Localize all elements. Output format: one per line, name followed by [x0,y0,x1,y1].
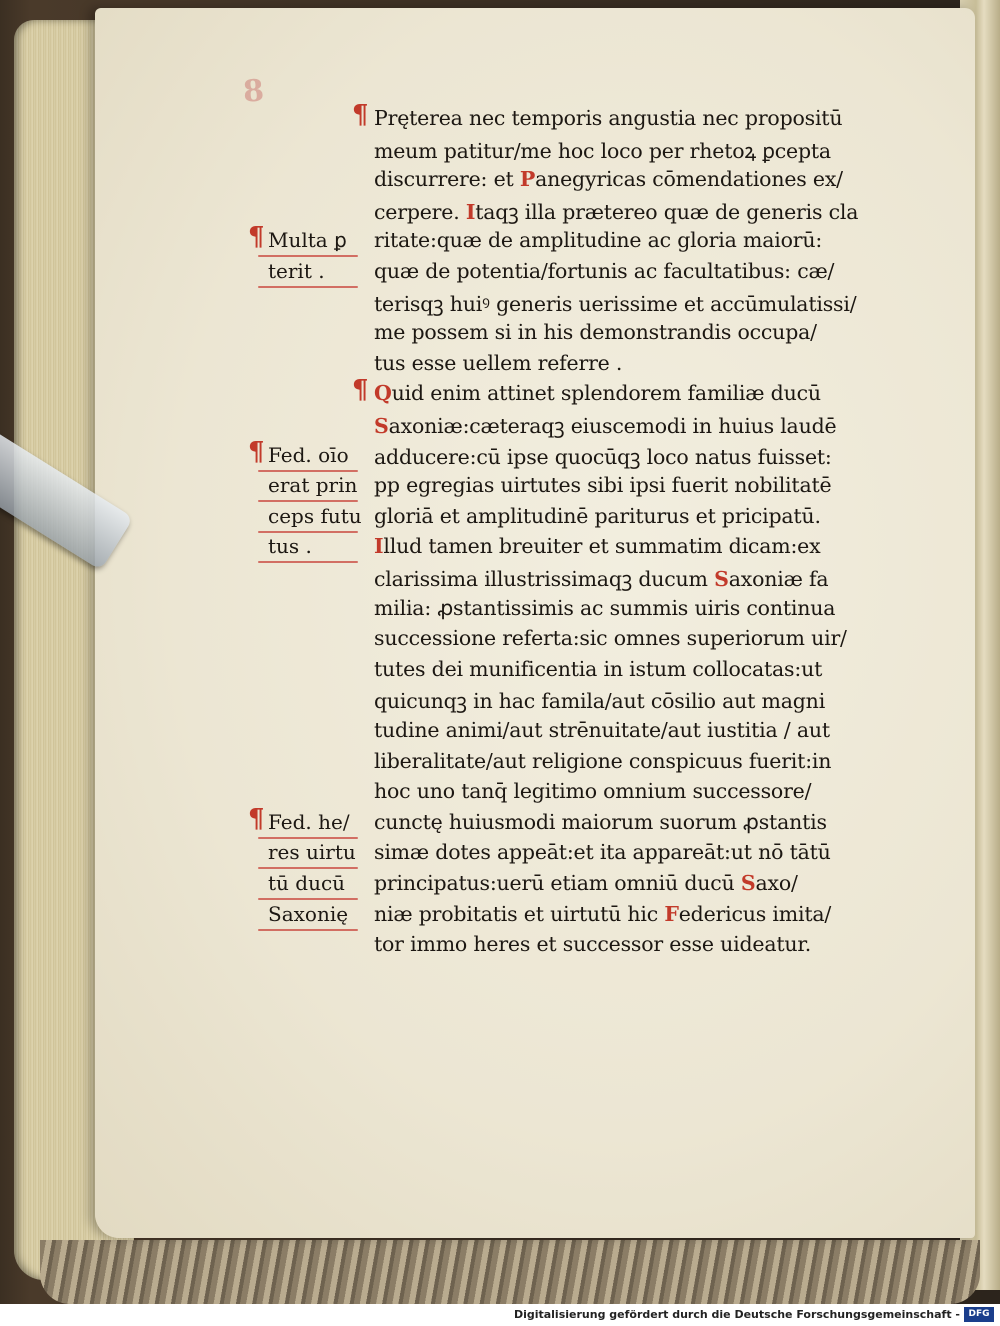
text-run: tutes dei munificentia in istum collocatas:ut [374,656,823,681]
text-line [374,902,831,926]
margin-note-line: terit . [268,259,325,283]
margin-note-line: Multa ꝑ [268,228,347,253]
text-run: taqꝫ illa prӕtereo quӕ de generis cla [475,199,859,224]
text-run: axoniӕ fa [728,567,829,591]
text-run: clarissima illustrissimaqꝫ ducum [374,567,715,591]
text-run: adducere:cū ipse quocūqꝫ loco natus fuisset: [374,444,832,469]
text-line [374,228,822,252]
text-line [374,351,622,375]
text-line [352,100,843,130]
text-run: axoniӕ:cӕteraqꝫ eiuscemodi in huius laudē [388,414,837,438]
margin-note-underline [258,929,358,931]
text-line [374,565,828,593]
text-run: terisqꝫ huiꝰ generis uerissime et accūmulatissi/ [374,291,857,316]
text-run: successione referta:sic omnes superiorum uir/ [374,626,847,651]
text-run: llud tamen breuiter et summatim dicam:ex [383,534,821,559]
pilcrow-mark: ¶ [352,100,369,130]
text-run: quicunqꝫ in hac famila/aut cōsilio aut magni [374,689,826,714]
rubricated-initial: S [714,567,729,591]
margin-pilcrow-mark: ¶ [248,803,265,834]
text-run: gloriā et amplitudinē pariturus et pricipatū. [374,503,821,528]
margin-note-line: tū ducū [268,871,346,895]
margin-note-underline [258,500,358,502]
book-page [95,8,975,1238]
margin-note-line: ceps futu [268,503,362,528]
text-line [374,534,820,558]
margin-note-line: Fed. oīo [268,442,349,467]
margin-note-underline [258,531,358,533]
dfg-logo: DFG [964,1307,994,1322]
text-run: tor immo heres et successor esse uideatur. [374,932,812,957]
text-run: discurrere: et [374,167,520,192]
margin-note-line: tus . [268,534,312,559]
margin-note-underline [258,470,358,472]
text-line [374,290,856,318]
text-run: edericus imita/ [678,901,832,926]
text-line [374,167,843,191]
rubricated-initial: I [465,199,476,224]
text-line [374,259,834,283]
margin-note-underline [258,286,358,288]
text-run: milia: ꝓstantissimis ac summis uiris continua [374,595,836,620]
text-run: cunctę huiusmodi maiorum suorum ꝓstantis [374,809,827,834]
margin-note-underline [258,837,358,839]
text-run: uid enim attinet splendorem familiӕ ducū [391,381,821,406]
text-line [374,443,832,471]
margin-note-underline [258,898,358,900]
text-line [374,412,836,440]
footer-bar [0,1304,1000,1326]
text-line [374,749,831,773]
text-line [374,626,847,650]
rubricated-initial: S [374,414,389,438]
text-line [374,871,798,895]
margin-note-line: res uirtu [268,840,356,865]
footer-credit: Digitalisierung gefördert durch die Deutsche Forschungsgemeinschaft - [513,1308,960,1321]
text-run: anegyricas cōmendationes ex/ [535,167,843,192]
text-run: liberalitate/aut religione conspicuus fuerit:in [374,748,832,773]
margin-pilcrow-mark: ¶ [248,222,265,253]
text-run: Pręterea nec temporis angustia nec propositū [374,106,843,130]
text-line [374,596,835,620]
text-run: quӕ de potentia/fortunis ac facultatibus: cӕ/ [374,259,835,283]
text-line [374,932,811,956]
text-line [374,657,822,681]
text-run: tudine animi/aut strēnuitate/aut iustitia / aut [374,718,830,742]
text-line [374,810,827,834]
text-run: meum patitur/me hoc loco per rhetoꝝ ꝑcepta [374,138,831,163]
text-line [374,718,830,742]
text-line [374,320,817,344]
text-run: axo/ [755,871,798,895]
margin-pilcrow-mark: ¶ [248,436,265,467]
rubricated-initial: Q [374,381,392,406]
margin-note-line: erat prin [268,473,358,498]
text-run: simӕ dotes appeāt:et ita appareāt:ut nō tātū [374,840,831,865]
text-line [374,779,811,803]
book-binding [40,1240,980,1304]
rubricated-initial: S [740,871,756,895]
text-run: ritate:quӕ de amplitudine ac gloria maiorū: [374,228,823,253]
text-line [374,840,831,864]
text-line [374,687,825,715]
rubricated-initial: F [664,901,679,926]
text-line [374,137,831,165]
margin-note-line: Fed. he/ [268,809,350,834]
text-run: hoc uno tanq̄ legitimo omnium successore/ [374,779,812,804]
text-run: tus esse uellem referre . [374,350,623,375]
rubricated-initial: P [519,167,536,192]
rubricated-initial: I [374,534,384,559]
text-run: me possem si in his demonstrandis occupa/ [374,320,817,345]
page-marker: 8 [241,73,268,110]
text-run: pp egregias uirtutes sibi ipsi fuerit nobilitatē [374,473,832,498]
pilcrow-mark: ¶ [352,375,369,406]
margin-note-line: Saxonię [268,901,349,926]
text-line [374,198,858,226]
text-line [374,504,821,528]
text-line [352,375,821,406]
text-run: cerpere. [374,199,466,224]
text-run: niӕ probitatis et uirtutū hic [374,901,665,926]
text-run: principatus:uerū etiam omniū ducū [374,871,741,895]
text-line [374,473,831,497]
